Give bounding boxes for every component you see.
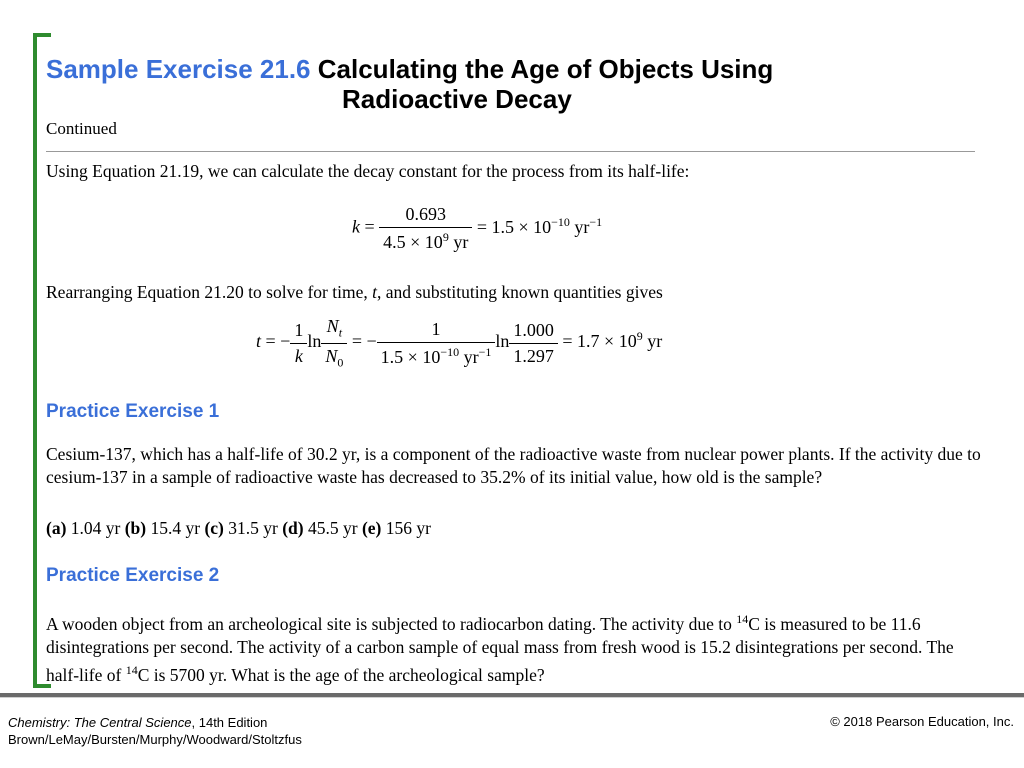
practice-exercise-2-body: A wooden object from an archeological site is subjected to radiocarbon dating. The activity due to $^{14}$C is measured to be 11.6 disintegrations per second. The activity of a carbon sample of equal mass from fresh wood is 15.2 disintegrations per second. The half-life of $^{14}$C is 5700 yr. What is the age of the archeological sample? [46,612,954,685]
eq2-nt-over-n0: $\frac{N_t}{N_0}$ [321,316,347,370]
paragraph-decay-constant: Using Equation 21.19, we can calculate the decay constant for the process from its half-life: [46,161,690,181]
divider [46,151,975,152]
eq1-numerator: 0.693 [379,204,472,228]
footer-copyright: © 2018 Pearson Education, Inc. [830,714,1014,729]
practice-exercise-1-choices: (a) 1.04 yr (b) 15.4 yr (c) 31.5 yr (d) 45.5 yr (e) 156 yr [46,518,431,538]
footer-divider-light [0,697,1024,698]
eq1-lhs: k [352,216,360,237]
eq2-activity-ratio: $\frac{1.000}{1.297}$ [509,320,558,367]
continued-label: Continued [46,119,117,138]
eq1-fraction [379,204,472,253]
eq1-denominator: $4.5 \times 10^9$ yr [383,230,469,252]
slide-title [46,54,774,114]
footer-citation [8,714,302,748]
equation-decay-constant: k = $\frac{0.693}{4.5 \times 10^9 yr}$ = $1.5 \times 10^{-10}$ $yr^{-1}$ [352,204,603,252]
practice-exercise-1-body: Cesium-137, which has a half-life of 30.2 yr, is a component of the radioactive waste from nuclear power plants. If the activity due to cesium-137 in a sample of radioactive waste has decreased to 35.2% of its initial value, how old is the sample? [46,444,981,487]
practice-exercise-2-heading: Practice Exercise 2 [46,565,220,586]
eq2-one-over-rate: $\frac{1}{1.5 \times 10^{-10} yr^{-1}}$ [377,319,496,368]
title-text-line1: Calculating the Age of Objects Using [317,54,774,84]
paragraph-rearranging: Rearranging Equation 21.20 to solve for time, t, and substituting known quantities gives [46,282,663,302]
footer-edition: , 14th Edition [191,715,268,730]
eq2-lhs: t [256,331,262,352]
title-label: Sample Exercise 21.6 [46,54,311,84]
practice-exercise-1-heading: Practice Exercise 1 [46,401,220,422]
eq2-one-over-k: $\frac{1}{k}$ [290,320,307,367]
eq1-result: = $1.5 \times 10^{-10}$ $yr^{-1}$ [476,214,603,237]
equation-age: t = − $\frac{1}{k}$ ln $\frac{N_t}{N_0}$ = − $\frac{1}{1.5 \times 10^{-10} yr^{-1}}$ ln $\frac{1.000}{1.297}$ = $1.7 \times 10^9$ yr [256,316,663,370]
footer-book-title: Chemistry: The Central Science [8,715,192,730]
footer-authors: Brown/LeMay/Bursten/Murphy/Woodward/Stoltzfus [8,732,302,747]
title-text-line2: Radioactive Decay [342,84,572,114]
eq2-result: = $1.7 \times 10^9$ yr [562,329,663,352]
